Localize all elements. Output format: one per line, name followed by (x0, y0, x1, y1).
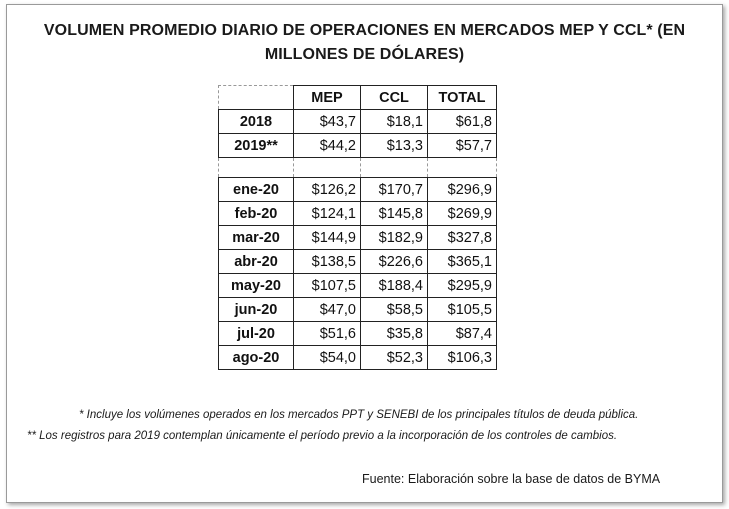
table-cell: $107,5 (294, 274, 361, 298)
column-header: TOTAL (428, 86, 497, 110)
table-cell: $47,0 (294, 298, 361, 322)
header-corner-cell (219, 86, 294, 110)
table-cell: $87,4 (428, 322, 497, 346)
table-cell: $52,3 (361, 346, 428, 370)
table-cell: $138,5 (294, 250, 361, 274)
table-row (219, 134, 497, 158)
table-cell: $170,7 (361, 178, 428, 202)
table-cell: $58,5 (361, 298, 428, 322)
table-cell: $126,2 (294, 178, 361, 202)
row-label: may-20 (219, 274, 294, 298)
table-row (219, 226, 497, 250)
table-cell: $295,9 (428, 274, 497, 298)
row-label: jul-20 (219, 322, 294, 346)
spacer-cell (428, 158, 497, 178)
table-cell: $144,9 (294, 226, 361, 250)
table-cell: $124,1 (294, 202, 361, 226)
table-row (219, 250, 497, 274)
spacer-cell (361, 158, 428, 178)
row-label: ago-20 (219, 346, 294, 370)
spacer-row (219, 158, 497, 178)
table-cell: $13,3 (361, 134, 428, 158)
table-cell: $54,0 (294, 346, 361, 370)
table-cell: $226,6 (361, 250, 428, 274)
table-row (219, 110, 497, 134)
table-row (219, 346, 497, 370)
table-row (219, 274, 497, 298)
table-cell: $145,8 (361, 202, 428, 226)
table-cell: $18,1 (361, 110, 428, 134)
table-cell: $61,8 (428, 110, 497, 134)
table-row (219, 322, 497, 346)
table-cell: $188,4 (361, 274, 428, 298)
table-cell: $182,9 (361, 226, 428, 250)
row-label: abr-20 (219, 250, 294, 274)
table-cell: $57,7 (428, 134, 497, 158)
row-label: jun-20 (219, 298, 294, 322)
header-row (219, 86, 497, 110)
table-cell: $44,2 (294, 134, 361, 158)
footnote-2: ** Los registros para 2019 contemplan únicamente el período previo a la incorporación de los controles de cambios. (27, 430, 618, 442)
row-label: mar-20 (219, 226, 294, 250)
spacer-cell (294, 158, 361, 178)
table-row (219, 298, 497, 322)
column-header: MEP (294, 86, 361, 110)
row-label: 2018 (219, 110, 294, 134)
table-cell: $43,7 (294, 110, 361, 134)
table-cell: $296,9 (428, 178, 497, 202)
column-header: CCL (361, 86, 428, 110)
table-cell: $327,8 (428, 226, 497, 250)
table-cell: $35,8 (361, 322, 428, 346)
source-note: Fuente: Elaboración sobre la base de datos de BYMA (362, 472, 661, 486)
row-label: ene-20 (219, 178, 294, 202)
figure-frame (6, 4, 723, 503)
row-label: 2019** (219, 134, 294, 158)
table-cell: $106,3 (428, 346, 497, 370)
table-cell: $269,9 (428, 202, 497, 226)
spacer-cell (219, 158, 294, 178)
footnote-1: * Incluye los volúmenes operados en los mercados PPT y SENEBI de los principales títulos de deuda pública. (79, 409, 639, 421)
chart-title: VOLUMEN PROMEDIO DIARIO DE OPERACIONES EN MERCADOS MEP Y CCL* (EN MILLONES DE DÓLARES) (43, 22, 686, 63)
row-label: feb-20 (219, 202, 294, 226)
data-table (218, 85, 497, 370)
table-row (219, 202, 497, 226)
table-cell: $51,6 (294, 322, 361, 346)
table-cell: $105,5 (428, 298, 497, 322)
table-cell: $365,1 (428, 250, 497, 274)
table-row (219, 178, 497, 202)
